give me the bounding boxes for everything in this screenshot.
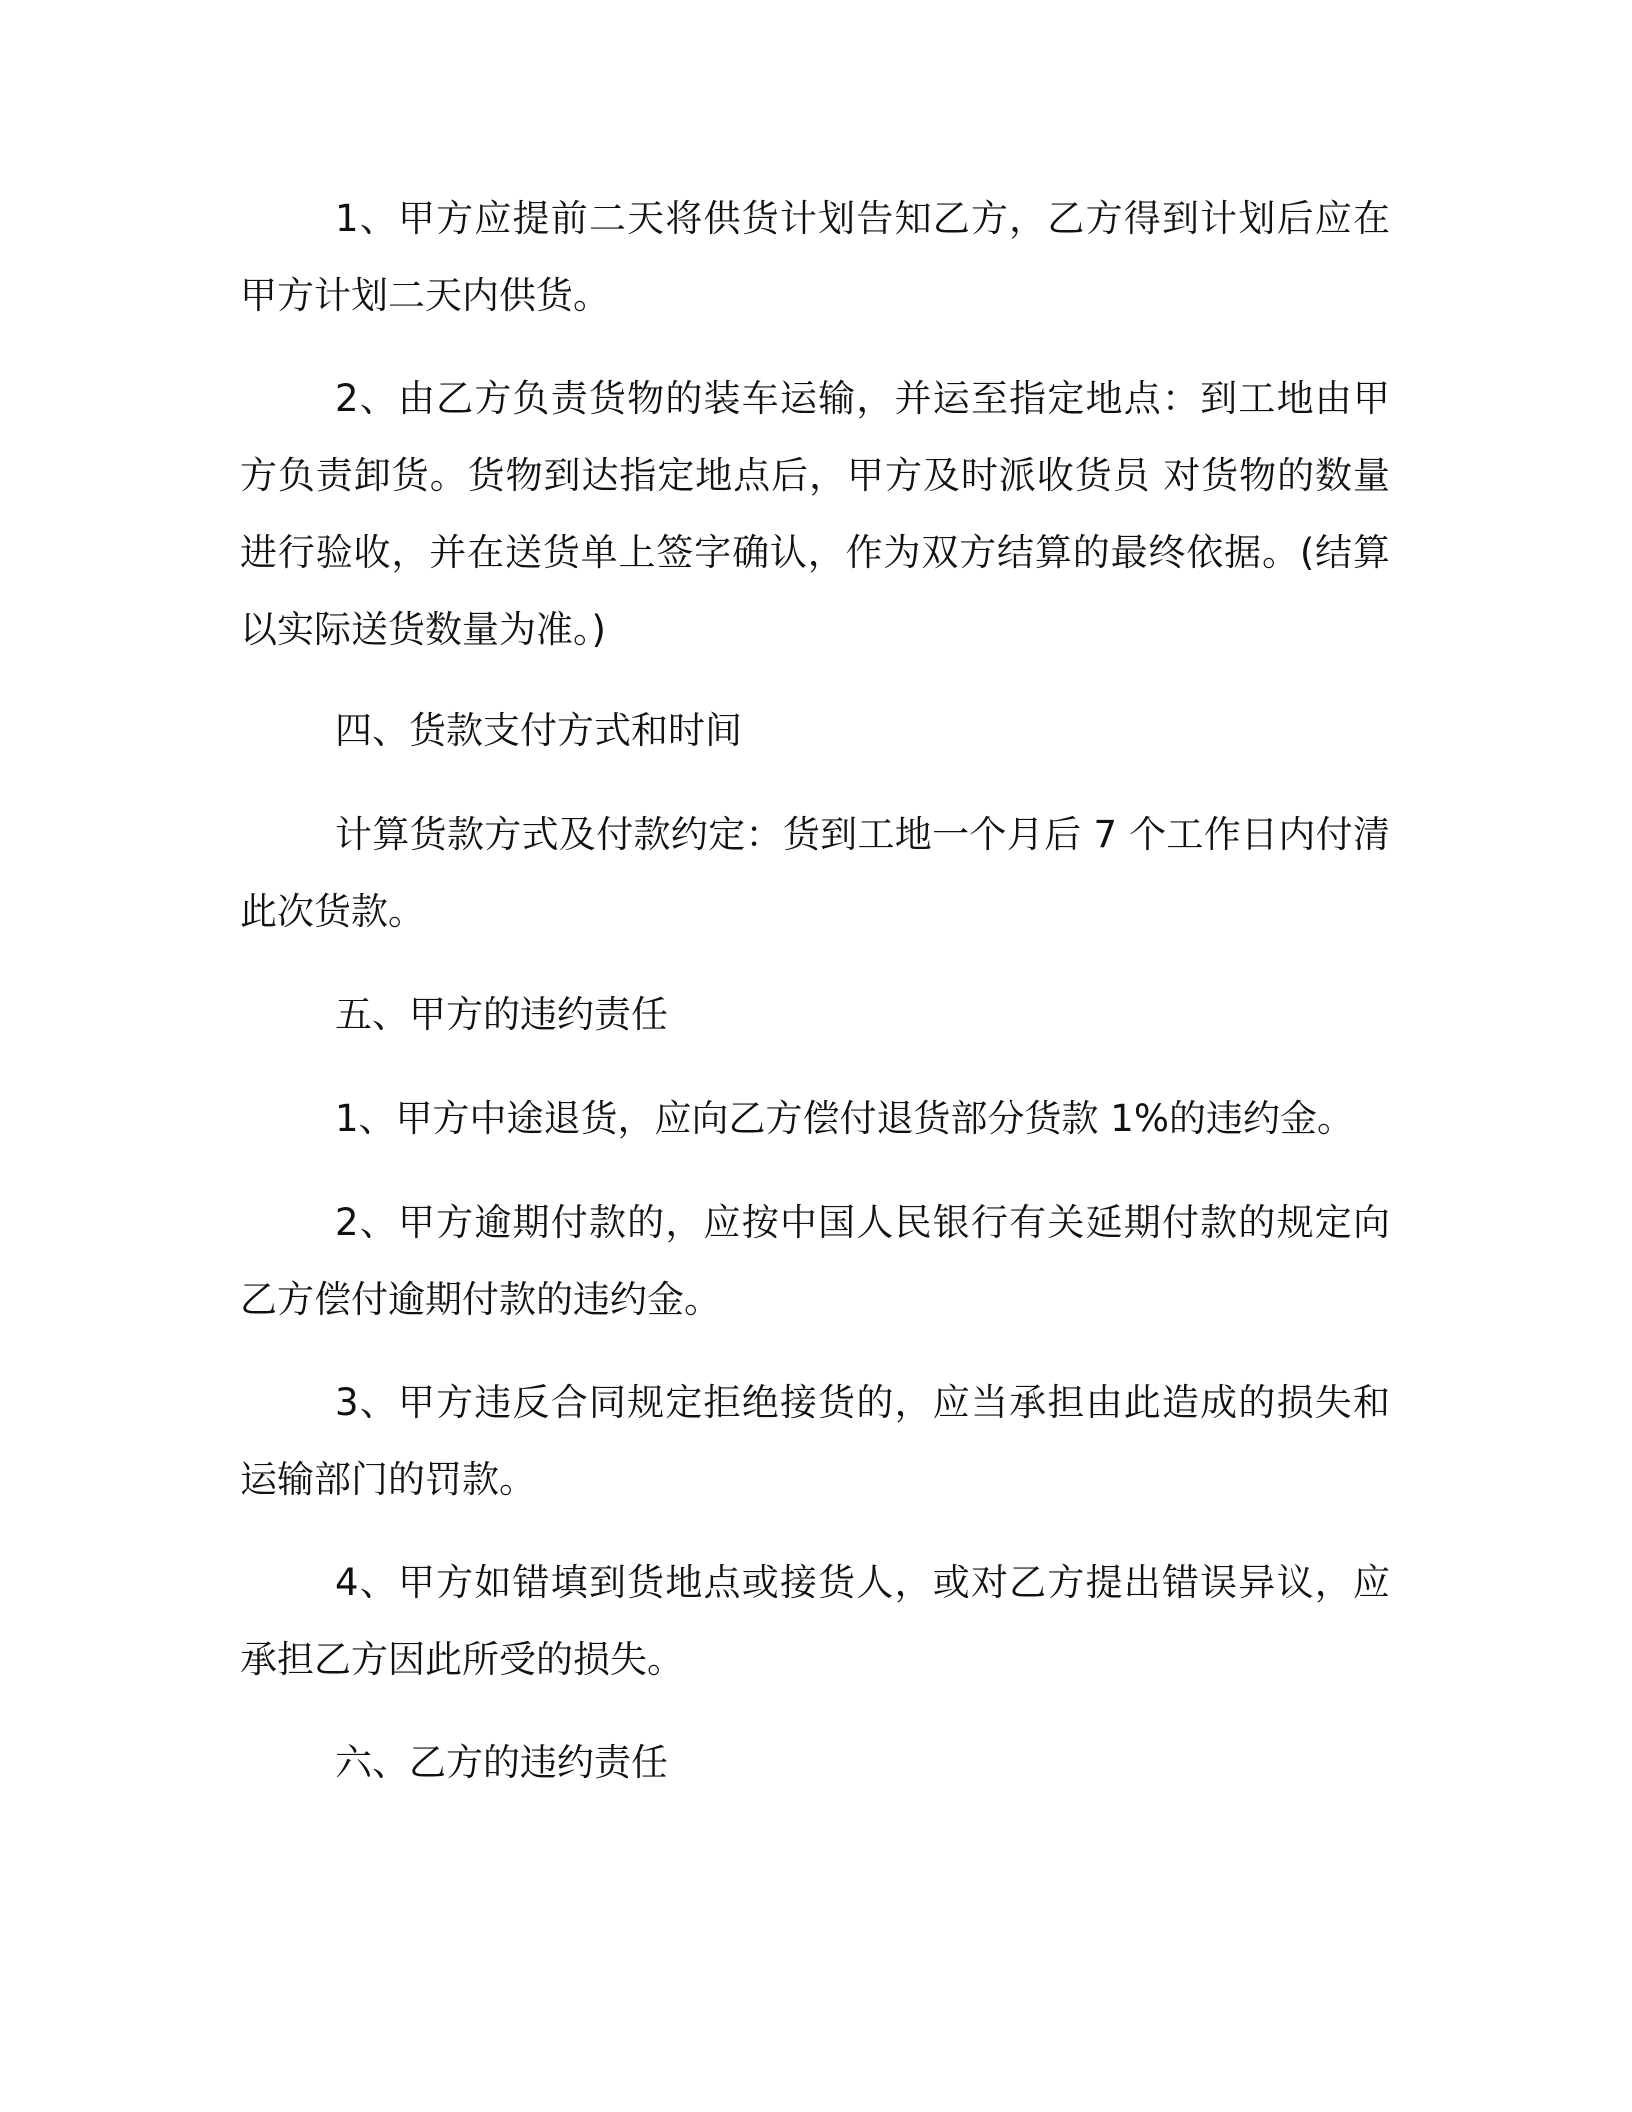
paragraph-return-penalty: 1、甲方中途退货，应向乙方偿付退货部分货款 1%的违约金。 — [335, 1097, 1354, 1140]
paragraph-supply-plan: 1、甲方应提前二天将供货计划告知乙方，乙方得到计划后应在甲方计划二天内供货。 — [240, 197, 1390, 317]
heading-payment-method: 四、货款支付方式和时间 — [335, 709, 742, 752]
heading-party-b-liability: 六、乙方的违约责任 — [335, 1741, 668, 1784]
paragraph-payment-terms: 计算货款方式及付款约定：货到工地一个月后 7 个工作日内付清此次货款。 — [240, 813, 1390, 933]
paragraph-refuse-delivery: 3、甲方违反合同规定拒绝接货的，应当承担由此造成的损失和运输部门的罚款。 — [240, 1381, 1390, 1501]
heading-party-a-liability: 五、甲方的违约责任 — [335, 993, 668, 1036]
paragraph-wrong-address: 4、甲方如错填到货地点或接货人，或对乙方提出错误异议，应承担乙方因此所受的损失。 — [240, 1561, 1390, 1681]
paragraph-late-payment: 2、甲方逾期付款的，应按中国人民银行有关延期付款的规定向乙方偿付逾期付款的违约金。 — [240, 1201, 1390, 1321]
paragraph-transport-acceptance: 2、由乙方负责货物的装车运输，并运至指定地点：到工地由甲方负责卸货。货物到达指定地点后，甲方及时派收货员 对货物的数量进行验收，并在送货单上签字确认，作为双方结算的最终依据。(结算以实际送货数量为准。) — [240, 377, 1390, 651]
